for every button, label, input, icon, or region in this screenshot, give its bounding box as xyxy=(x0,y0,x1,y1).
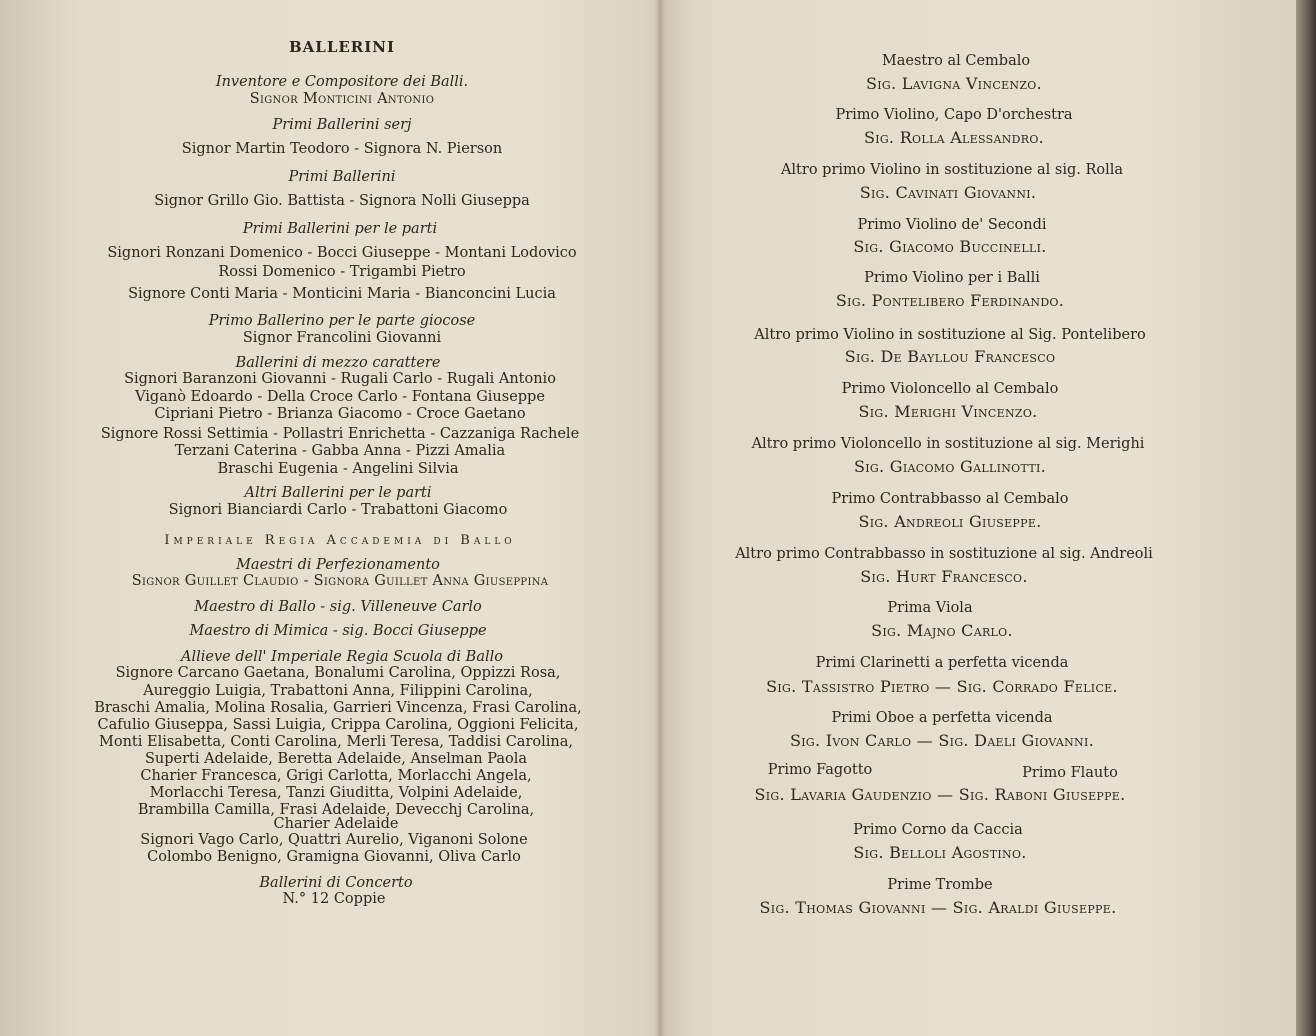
musician-name: Sig. Tassistro Pietro — Sig. Corrado Felice. xyxy=(766,677,1118,696)
heading-concerto: Ballerini di Concerto xyxy=(259,875,413,891)
name-line: Viganò Edoardo - Della Croce Carlo - Fontana Giuseppe xyxy=(135,389,545,405)
musician-name: Sig. Merighi Vincenzo. xyxy=(858,402,1038,421)
name-line: Signore Rossi Settimia - Pollastri Enrichetta - Cazzaniga Rachele xyxy=(100,426,580,442)
name-line: N.° 12 Coppie xyxy=(282,891,386,907)
role-heading: Primo Violino de' Secondi xyxy=(857,217,1047,233)
role-heading: Altro primo Contrabbasso in sostituzione al sig. Andreoli xyxy=(735,546,1153,562)
role-heading: Primo Violino, Capo D'orchestra xyxy=(835,107,1073,123)
name-line: Cipriani Pietro - Brianza Giacomo - Croce Gaetano xyxy=(154,406,526,422)
heading-allieve: Allieve dell' Imperiale Regia Scuola di Ballo xyxy=(181,649,503,665)
name-line: Signor Grillo Gio. Battista - Signora Nolli Giuseppa xyxy=(154,193,530,209)
role-heading: Primo Flauto xyxy=(1022,765,1118,781)
heading-giocose: Primo Ballerino per le parte giocose xyxy=(208,313,476,329)
role-heading: Prima Viola xyxy=(887,600,973,616)
name-line: Rossi Domenico - Trigambi Pietro xyxy=(218,264,466,280)
role-heading: Primo Violino per i Balli xyxy=(864,270,1040,286)
role-heading: Maestro al Cembalo xyxy=(881,53,1031,69)
role-heading: Altro primo Violoncello in sostituzione al sig. Merighi xyxy=(751,436,1145,452)
musician-name: Sig. Belloli Agostino. xyxy=(853,843,1027,862)
role-heading: Primo Contrabbasso al Cembalo xyxy=(831,491,1069,507)
name-line: Cafulio Giuseppa, Sassi Luigia, Crippa Carolina, Oggioni Felicita, xyxy=(97,717,579,733)
name-line: Brambilla Camilla, Frasi Adelaide, Devecchj Carolina, xyxy=(137,802,535,818)
musician-name: Sig. Lavigna Vincenzo. xyxy=(866,74,1042,93)
name-line: Signor Monticini Antonio xyxy=(249,91,435,107)
name-line: Charier Francesca, Grigi Carlotta, Morlacchi Angela, xyxy=(140,768,532,784)
right-page xyxy=(660,0,1316,1036)
name-line: Signori Ronzani Domenico - Bocci Giuseppe - Montani Lodovico xyxy=(107,245,577,261)
name-line: Aureggio Luigia, Trabattoni Anna, Filippini Carolina, xyxy=(143,683,533,699)
heading-primi-parti: Primi Ballerini per le parti xyxy=(242,221,438,237)
role-heading: Primi Oboe a perfetta vicenda xyxy=(831,710,1053,726)
role-heading: Primo Fagotto xyxy=(767,762,873,778)
musician-name: Sig. Majno Carlo. xyxy=(871,621,1013,640)
name-line: Signore Carcano Gaetana, Bonalumi Carolina, Oppizzi Rosa, xyxy=(115,665,561,681)
musician-name: Sig. Rolla Alessandro. xyxy=(863,128,1045,147)
heading-inventore: Inventore e Compositore dei Balli. xyxy=(215,74,469,90)
musician-name: Sig. Thomas Giovanni — Sig. Araldi Giuseppe. xyxy=(759,898,1117,917)
name-line: Signori Vago Carlo, Quattri Aurelio, Viganoni Solone xyxy=(140,832,528,848)
role-heading: Primo Corno da Caccia xyxy=(853,822,1023,838)
heading-perfezionamento: Maestri di Perfezionamento xyxy=(236,557,440,573)
role-heading: Altro primo Violino in sostituzione al sig. Rolla xyxy=(780,162,1124,178)
heading-mezzo-carattere: Ballerini di mezzo carattere xyxy=(235,355,441,371)
role-heading: Prime Trombe xyxy=(887,877,993,893)
heading-accademia: Imperiale Regia Accademia di Ballo xyxy=(164,533,516,548)
role-heading: Primi Clarinetti a perfetta vicenda xyxy=(815,655,1069,671)
section-title: BALLERINI xyxy=(288,38,396,56)
name-line: Terzani Caterina - Gabba Anna - Pizzi Amalia xyxy=(174,443,506,459)
role-heading: Primo Violoncello al Cembalo xyxy=(841,381,1059,397)
musician-name: Sig. Giacomo Gallinotti. xyxy=(854,457,1046,476)
heading-altri: Altri Ballerini per le parti xyxy=(244,485,432,501)
name-line: Braschi Amalia, Molina Rosalia, Garrieri Vincenza, Frasi Carolina, xyxy=(94,700,582,716)
musician-name: Sig. Ivon Carlo — Sig. Daeli Giovanni. xyxy=(789,731,1095,750)
musician-name: Sig. Giacomo Buccinelli. xyxy=(853,237,1047,256)
name-line: Braschi Eugenia - Angelini Silvia xyxy=(217,461,459,477)
musician-name: Sig. Pontelibero Ferdinando. xyxy=(835,291,1065,310)
name-line: Signor Guillet Claudio - Signora Guillet Anna Giuseppina xyxy=(131,573,549,589)
musician-name: Sig. Andreoli Giuseppe. xyxy=(858,512,1042,531)
name-line: Morlacchi Teresa, Tanzi Giuditta, Volpini Adelaide, xyxy=(149,785,523,801)
name-line: Charier Adelaide xyxy=(273,816,399,832)
musician-name: Sig. Cavinati Giovanni. xyxy=(859,183,1037,202)
name-line: Monti Elisabetta, Conti Carolina, Merli Teresa, Taddisi Carolina, xyxy=(99,734,573,750)
name-line: Signor Francolini Giovanni xyxy=(242,330,442,346)
name-line: Signori Bianciardi Carlo - Trabattoni Giacomo xyxy=(168,502,508,518)
heading-maestro-mimica: Maestro di Mimica - sig. Bocci Giuseppe xyxy=(189,623,487,639)
name-line: Signore Conti Maria - Monticini Maria - Bianconcini Lucia xyxy=(128,286,556,302)
name-line: Signori Baranzoni Giovanni - Rugali Carlo - Rugali Antonio xyxy=(124,371,556,387)
name-line: Signor Martin Teodoro - Signora N. Pierson xyxy=(181,141,503,157)
name-line: Superti Adelaide, Beretta Adelaide, Anselman Paola xyxy=(144,751,528,767)
role-heading: Altro primo Violino in sostituzione al Sig. Pontelibero xyxy=(754,327,1146,343)
heading-maestro-ballo: Maestro di Ballo - sig. Villeneuve Carlo xyxy=(194,599,482,615)
musician-name: Sig. De Bayllou Francesco xyxy=(844,347,1056,366)
musician-name: Sig. Lavaria Gaudenzio — Sig. Raboni Giuseppe. xyxy=(754,785,1126,804)
heading-primi-serj: Primi Ballerini serj xyxy=(272,117,412,133)
musician-name: Sig. Hurt Francesco. xyxy=(860,567,1028,586)
heading-primi: Primi Ballerini xyxy=(288,169,396,185)
name-line: Colombo Benigno, Gramigna Giovanni, Oliva Carlo xyxy=(147,849,521,865)
